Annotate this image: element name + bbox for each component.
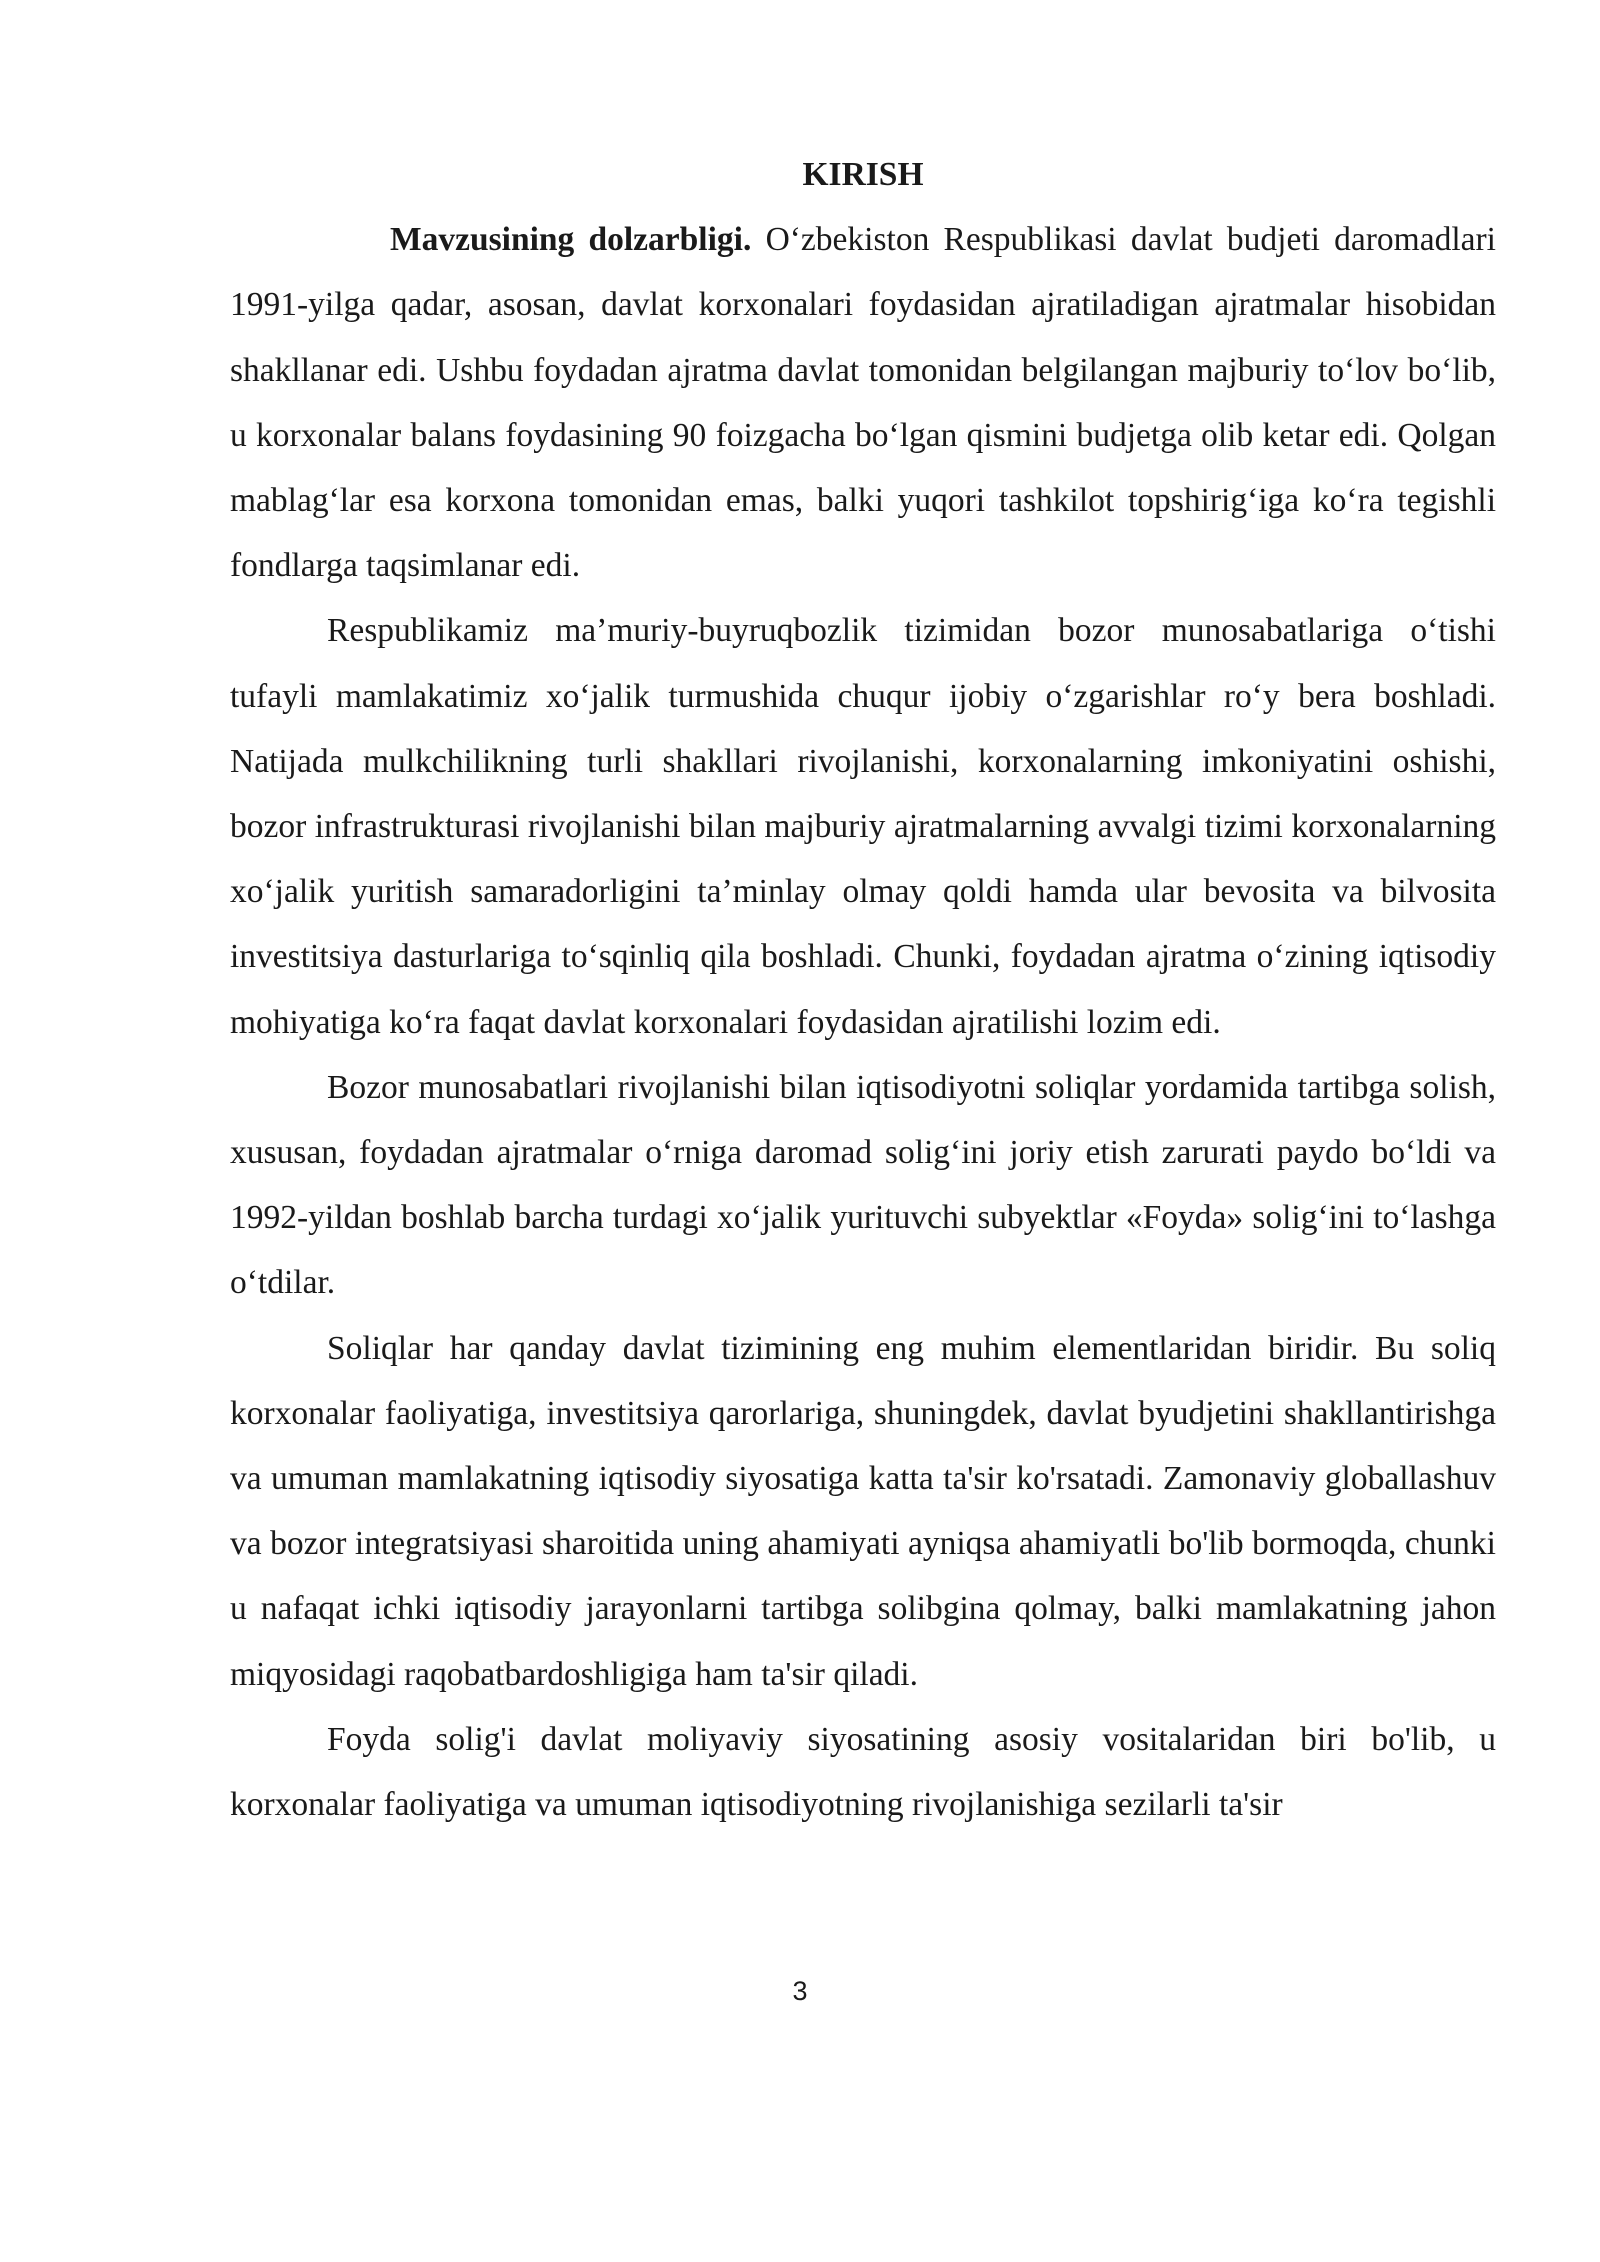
paragraph-market-relations: Bozor munosabatlari rivojlanishi bilan iqtisodiyotni soliqlar yordamida tartibga solish, xususan, foydadan ajratmalar o‘rniga daromad solig‘ini joriy etish zarurati paydo bo‘ldi va 1992-yildan boshlab barcha turdagi xo‘jalik yurituvchi subyektlar «Foyda» solig‘ini to‘lashga o‘tdilar. — [230, 1068, 1496, 1302]
document-body — [230, 142, 1496, 1837]
paragraph-text: O‘zbekiston Respublikasi davlat budjeti daromadlari 1991-yilga qadar, asosan, davlat korxonalari foydasidan ajratiladigan ajratmalar hisobidan shakllanar edi. Ushbu foydadan ajratma davlat tomonidan belgilangan majburiy to‘lov bo‘lib, u korxonalar balans foydasining 90 foizgacha bo‘lgan qismini budjetga olib ketar edi. Qolgan mablag‘lar esa korxona tomonidan emas, balki yuqori tashkilot topshirig‘iga ko‘ra tegishli fondlarga taqsimlanar edi. — [230, 221, 1496, 585]
page-number: 3 — [792, 1976, 808, 2006]
paragraph-lead: Mavzusining dolzarbligi. — [390, 221, 752, 259]
paragraph-transition: Respublikamiz ma’muriy-buyruqbozlik tizimidan bozor munosabatlariga o‘tishi tufayli mamlakatimiz xo‘jalik turmushida chuqur ijobiy o‘zgarishlar ro‘y bera boshladi. Natijada mulkchilikning turli shakllari rivojlanishi, korxonalarning imkoniyatini oshishi, bozor infrastrukturasi rivojlanishi bilan majburiy ajratmalarning avvalgi tizimi korxonalarning xo‘jalik yuritish samaradorligini ta’minlay olmay qoldi hamda ular bevosita va bilvosita investitsiya dasturlariga to‘sqinliq qila boshladi. Chunki, foydadan ajratma o‘zining iqtisodiy mohiyatiga ko‘ra faqat davlat korxonalari foydasidan ajratilishi lozim edi. — [230, 612, 1496, 1041]
paragraph-profit-tax: Foyda solig'i davlat moliyaviy siyosatining asosiy vositalaridan biri bo'lib, u korxonalar faoliyatiga va umuman iqtisodiyotning rivojlanishiga sezilarli ta'sir — [230, 1720, 1496, 1824]
section-title: KIRISH — [802, 156, 924, 193]
paragraph-taxes-importance: Soliqlar har qanday davlat tizimining eng muhim elementlaridan biridir. Bu soliq korxonalar faoliyatiga, investitsiya qarorlariga, shuningdek, davlat byudjetini shakllantirishga va umuman mamlakatning iqtisodiy siyosatiga katta ta'sir ko'rsatadi. Zamonaviy globallashuv va bozor integratsiyasi sharoitida uning ahamiyati ayniqsa ahamiyatli bo'lib bormoqda, chunki u nafaqat ichki iqtisodiy jarayonlarni tartibga solibgina qolmay, balki mamlakatning jahon miqyosidagi raqobatbardoshligiga ham ta'sir qiladi. — [230, 1329, 1496, 1693]
paragraph-relevance — [230, 207, 1496, 598]
